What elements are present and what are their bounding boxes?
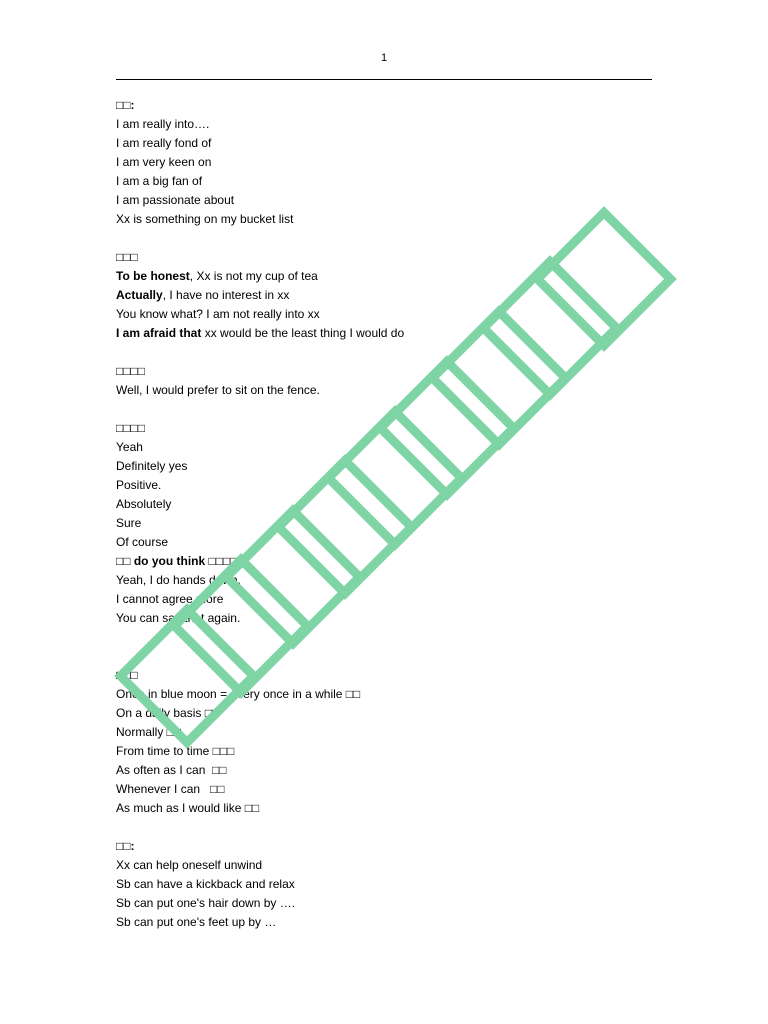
section-heading-1: □□: <box>116 98 135 112</box>
list-item: Yeah <box>116 440 143 454</box>
bold-phrase: To be honest <box>116 269 190 283</box>
list-item: Xx can help oneself unwind <box>116 858 263 872</box>
list-item: Normally □□ <box>116 725 182 739</box>
list-item: Once in blue moon = every once in a while □□ <box>116 687 361 701</box>
list-item <box>116 324 656 343</box>
list-item: Xx is something on my bucket list <box>116 212 294 226</box>
list-item: Sb can put one's feet up by … <box>116 915 277 929</box>
section-subheading: □□ do you think □□□□□ <box>116 554 245 568</box>
list-item <box>116 286 656 305</box>
header-rule <box>116 79 652 80</box>
list-item: As much as I would like □□ <box>116 801 260 815</box>
list-item: Sure <box>116 516 142 530</box>
list-item: Sb can put one's hair down by …. <box>116 896 296 910</box>
list-item <box>116 267 656 286</box>
section-heading-3: □□□□ <box>116 364 145 378</box>
phrase-rest: , I have no interest in xx <box>162 288 290 302</box>
list-item: Of course <box>116 535 169 549</box>
list-item: From time to time □□□ <box>116 744 235 758</box>
list-item: Well, I would prefer to sit on the fence. <box>116 383 320 397</box>
bold-phrase: Actually <box>116 288 163 302</box>
list-item: Whenever I can □□ <box>116 782 225 796</box>
list-item: I am a big fan of <box>116 174 203 188</box>
list-item: Definitely yes <box>116 459 188 473</box>
phrase-rest: xx would be the least thing I would do <box>201 326 405 340</box>
list-item: On a daily basis □□ <box>116 706 220 720</box>
list-item: Absolutely <box>116 497 172 511</box>
list-item: I am really into…. <box>116 117 210 131</box>
section-heading-4: □□□□ <box>116 421 145 435</box>
phrase-rest: , Xx is not my cup of tea <box>189 269 318 283</box>
list-item: Sb can have a kickback and relax <box>116 877 295 891</box>
bold-phrase: I am afraid that <box>116 326 202 340</box>
list-item: I am passionate about <box>116 193 235 207</box>
list-item: I am really fond of <box>116 136 212 150</box>
list-item: I am very keen on <box>116 155 212 169</box>
section-heading-6: □□: <box>116 839 135 853</box>
section-heading-5: □□□ <box>116 668 138 682</box>
list-item: Yeah, I do hands down. <box>116 573 241 587</box>
list-item: You know what? I am not really into xx <box>116 307 320 321</box>
list-item: Positive. <box>116 478 162 492</box>
list-item: I cannot agree more <box>116 592 224 606</box>
document-body <box>116 96 656 932</box>
list-item: You can say that again. <box>116 611 241 625</box>
list-item: As often as I can □□ <box>116 763 227 777</box>
page-number: 1 <box>380 52 388 64</box>
section-heading-2: □□□ <box>116 250 138 264</box>
